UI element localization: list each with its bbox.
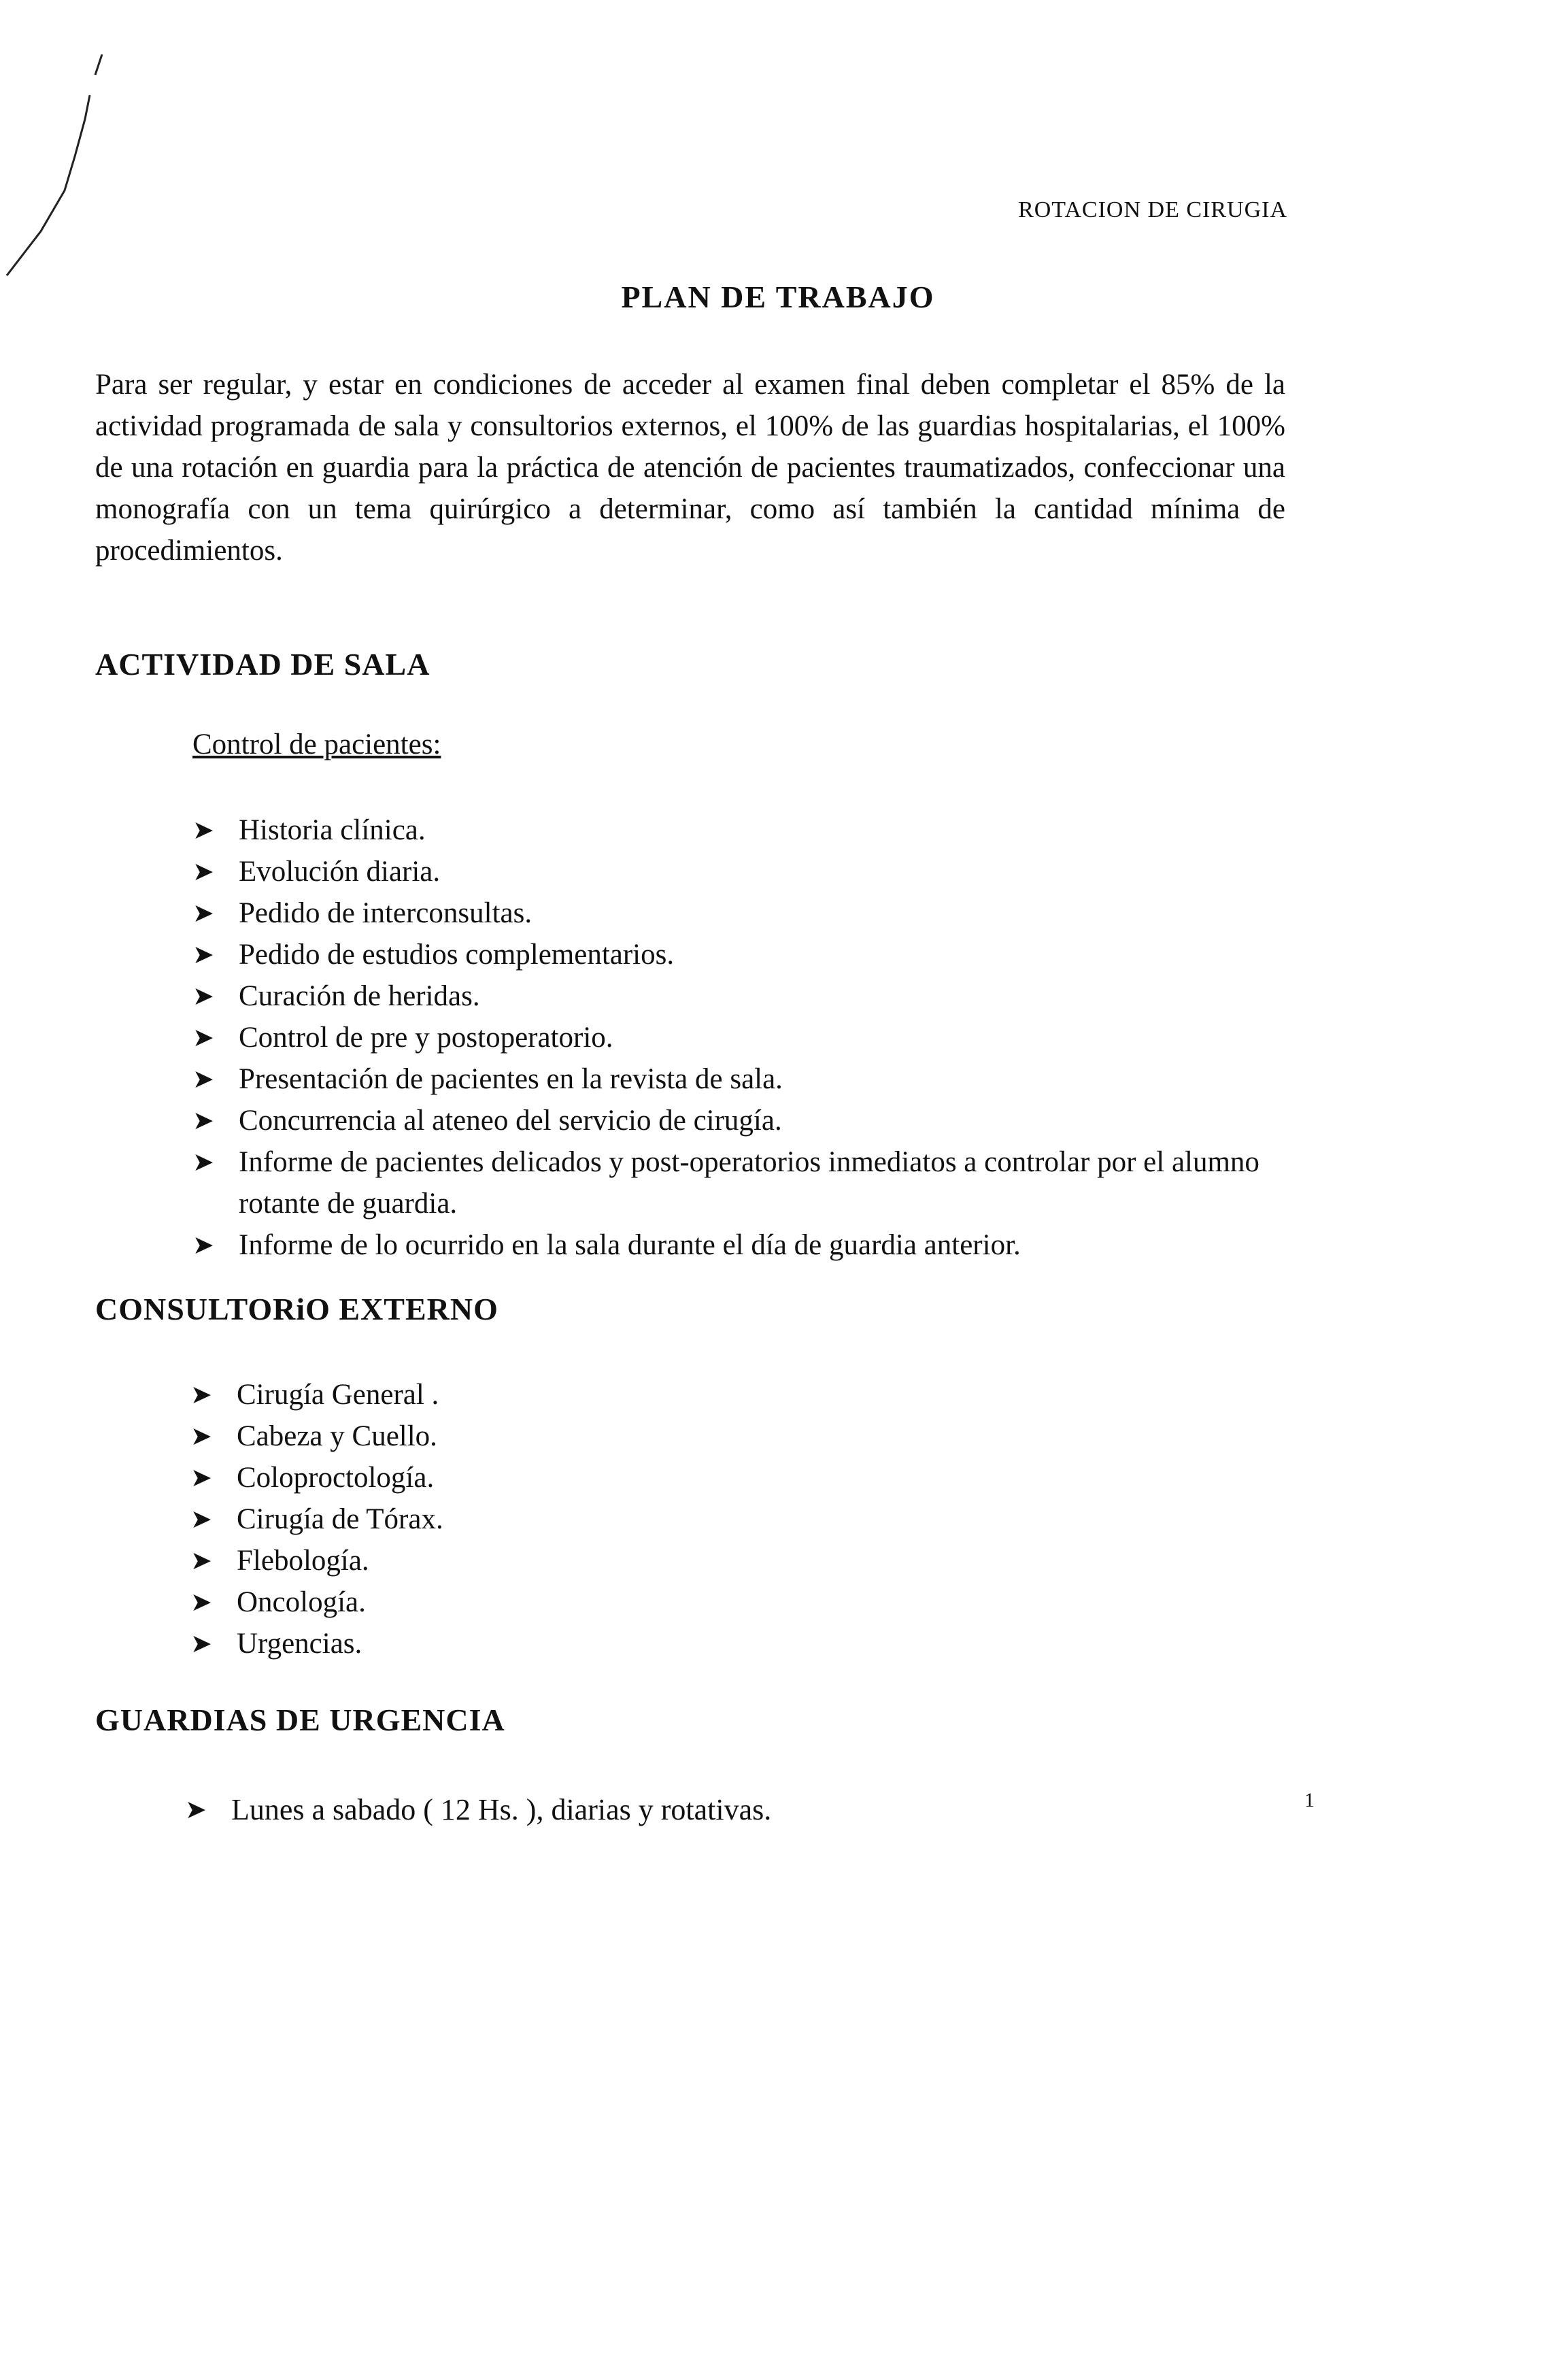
list-item: ➤ Urgencias. bbox=[190, 1623, 1007, 1664]
list-item: ➤ Presentación de pacientes en la revista de sala. bbox=[192, 1058, 1294, 1100]
header-label: ROTACION DE CIRUGIA bbox=[1018, 197, 1287, 222]
arrowhead-bullet-icon: ➤ bbox=[185, 1794, 207, 1824]
arrowhead-bullet-icon: ➤ bbox=[190, 1628, 212, 1658]
arrowhead-bullet-icon: ➤ bbox=[190, 1462, 212, 1492]
section-heading-sala: ACTIVIDAD DE SALA bbox=[95, 647, 430, 682]
arrowhead-bullet-icon: ➤ bbox=[190, 1545, 212, 1575]
arrowhead-bullet-icon: ➤ bbox=[192, 1064, 214, 1094]
guardias-list bbox=[185, 1789, 1205, 1830]
sala-list bbox=[192, 809, 1294, 1266]
arrowhead-bullet-icon: ➤ bbox=[190, 1421, 212, 1451]
arrowhead-bullet-icon: ➤ bbox=[190, 1587, 212, 1617]
arrowhead-bullet-icon: ➤ bbox=[192, 1230, 214, 1260]
list-item: ➤ Cabeza y Cuello. bbox=[190, 1415, 1007, 1457]
list-item: ➤ Cirugía General . bbox=[190, 1374, 1007, 1415]
list-item: ➤ Concurrencia al ateneo del servicio de cirugía. bbox=[192, 1100, 1294, 1141]
page-title: PLAN DE TRABAJO bbox=[621, 280, 935, 314]
scan-artifact-line bbox=[0, 54, 109, 279]
intro-paragraph: Para ser regular, y estar en condiciones de acceder al examen final deben completar el 85% de la actividad programada de sala y consultorios externos, el 100% de las guardias hospitalarias, el 100% de una rotación en guardia para la práctica de atención de pacientes traumatizados, confeccionar una monografía con un tema quirúrgico a determinar, como así también la cantidad mínima de procedimientos. bbox=[95, 369, 1285, 567]
list-item: ➤ Control de pre y postoperatorio. bbox=[192, 1017, 1294, 1058]
section-heading-guardias: GUARDIAS DE URGENCIA bbox=[95, 1703, 505, 1737]
arrowhead-bullet-icon: ➤ bbox=[192, 981, 214, 1011]
list-item: ➤ Flebología. bbox=[190, 1540, 1007, 1581]
arrowhead-bullet-icon: ➤ bbox=[192, 939, 214, 969]
section-heading-consultorio: CONSULTORiO EXTERNO bbox=[95, 1292, 498, 1326]
list-item: ➤ Lunes a sabado ( 12 Hs. ), diarias y rotativas. bbox=[185, 1789, 1205, 1830]
list-item: ➤ Coloproctología. bbox=[190, 1457, 1007, 1498]
list-item: ➤ Evolución diaria. bbox=[192, 851, 1294, 892]
consultorio-list bbox=[190, 1374, 1007, 1664]
subheading-control-pacientes: Control de pacientes: bbox=[192, 728, 441, 760]
list-item: ➤ Informe de lo ocurrido en la sala durante el día de guardia anterior. bbox=[192, 1224, 1294, 1266]
arrowhead-bullet-icon: ➤ bbox=[192, 856, 214, 886]
arrowhead-bullet-icon: ➤ bbox=[192, 815, 214, 845]
list-item: ➤ Historia clínica. bbox=[192, 809, 1294, 851]
page-mark: 1 bbox=[1304, 1789, 1315, 1811]
arrowhead-bullet-icon: ➤ bbox=[192, 1105, 214, 1135]
list-item: ➤ Oncología. bbox=[190, 1581, 1007, 1623]
arrowhead-bullet-icon: ➤ bbox=[192, 1022, 214, 1052]
arrowhead-bullet-icon: ➤ bbox=[192, 898, 214, 928]
list-item: ➤ Pedido de interconsultas. bbox=[192, 892, 1294, 934]
list-item: ➤ Pedido de estudios complementarios. bbox=[192, 934, 1294, 975]
arrowhead-bullet-icon: ➤ bbox=[190, 1504, 212, 1534]
list-item: ➤ Curación de heridas. bbox=[192, 975, 1294, 1017]
list-item: ➤ Cirugía de Tórax. bbox=[190, 1498, 1007, 1540]
arrowhead-bullet-icon: ➤ bbox=[192, 1147, 214, 1177]
list-item: ➤ Informe de pacientes delicados y post-operatorios inmediatos a controlar por el alumno rotante de guardia. bbox=[192, 1141, 1294, 1224]
arrowhead-bullet-icon: ➤ bbox=[190, 1379, 212, 1409]
